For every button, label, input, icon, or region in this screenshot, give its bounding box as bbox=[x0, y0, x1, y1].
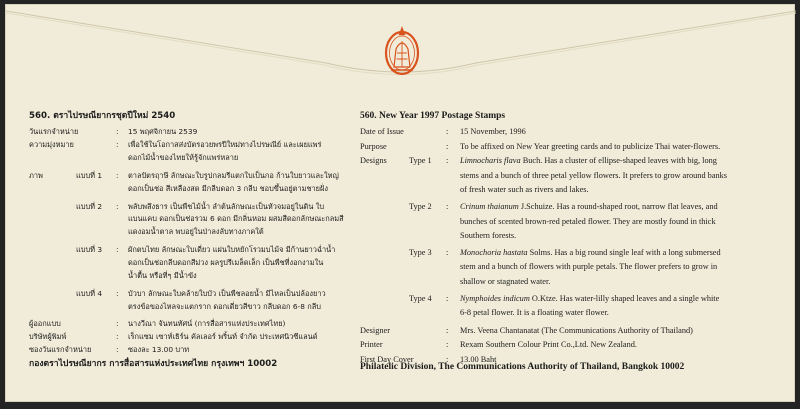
eng-row-value: Nymphoides indicum O.Ktze. Has water-lilly shaped leaves and a single white bbox=[460, 293, 720, 303]
eng-design-type: Type 1 bbox=[409, 156, 432, 166]
thai-separator: : bbox=[116, 344, 119, 354]
eng-row-value: Monochoria hastata Solms. Has a big round single leaf with a long submersed bbox=[460, 247, 721, 257]
thai-row-value: เร็กแซม เซาท์เธิร์น คัลเลอร์ พริ้นท์ จำกัด ประเทศนิวซีแลนด์ bbox=[128, 331, 318, 341]
eng-row-value: 15 November, 1996 bbox=[460, 127, 526, 136]
thai-design-type: แบบที่ 2 bbox=[76, 201, 103, 211]
thai-row-value: ดอกเป็นช่อกลีบดอกสีม่วง ผลรูปรีเมล็ดเล็ก เป็นพืชที่งอกงามใน bbox=[128, 258, 324, 268]
eng-separator: : bbox=[446, 340, 449, 350]
thai-row-value: ดอกไม้น้ำของไทยให้รู้จักแพร่หลาย bbox=[128, 152, 239, 162]
thai-row-value: แดงอมน้ำตาล พบอยู่ในป่าลงลับทางภาคใต้ bbox=[128, 227, 264, 237]
eng-row-value: Rexam Southern Colour Print Co.,Ltd. New Zealand. bbox=[460, 340, 637, 350]
thai-row-value: พลับพลึงธาร เป็นพืชไม้น้ำ ลำต้นลักษณะเป็นหัวจมอยู่ในดิน ใบ bbox=[128, 201, 325, 211]
thai-separator: : bbox=[116, 139, 119, 149]
eng-row-value: Crinum thaianum J.Schuize. Has a round-shaped root, narrow flat leaves, and bbox=[460, 202, 718, 211]
species-name: Monochoria hastata bbox=[460, 247, 528, 257]
eng-design-type: Type 2 bbox=[409, 202, 432, 211]
eng-row-value: stem and a bunch of flowers with purple petals. The flower prefers to grow in bbox=[460, 262, 718, 272]
thai-design-type: แบบที่ 4 bbox=[76, 288, 103, 298]
thai-design-type: แบบที่ 1 bbox=[76, 170, 103, 180]
thai-row-label: ความมุ่งหมาย bbox=[29, 139, 74, 149]
thai-row-value: ตรงข้อของไหลจะแตกราก ดอกเดี่ยวสีขาว กลีบดอก 6-8 กลีบ bbox=[128, 301, 321, 311]
eng-row-value: To be affixed on New Year greeting cards and to publicize Thai water-flowers. bbox=[460, 141, 721, 151]
thai-row-value: ตาลปัตรฤาษี ลักษณะใบรูปกลมรีแตกใบเป็นกอ ก้านใบยาวและใหญ่ bbox=[128, 170, 339, 180]
thai-row-value: ผักตบไทย ลักษณะใบเดี่ยว แผ่นใบหยักโรวมบไม้จ มีก้านยาวฉ่ำน้ำ bbox=[128, 245, 336, 255]
eng-separator: : bbox=[446, 202, 449, 211]
thai-separator: : bbox=[116, 245, 119, 255]
eng-row-label: Date of Issue bbox=[360, 127, 404, 136]
thai-row-label: บริษัทผู้พิมพ์ bbox=[29, 331, 67, 341]
eng-footer: Philatelic Division, The Communications Authority of Thailand, Bangkok 10002 bbox=[360, 362, 685, 372]
species-name: Nymphoides indicum bbox=[460, 293, 530, 303]
thai-crown-seal-icon bbox=[379, 23, 425, 79]
eng-row-label: Designer bbox=[360, 325, 390, 335]
thai-separator: : bbox=[116, 331, 119, 341]
eng-row-value: Limnocharis flava Buch. Has a cluster of ellipse-shaped leaves with big, long bbox=[460, 156, 717, 166]
eng-row-value: stems and a bunch of three petal yellow flowers. It prefers to grow around banks bbox=[460, 170, 728, 180]
thai-row-value: แบนแคบ ดอกเป็นช่อรวม 6 ดอก มีกลิ่นหอม ผสมสีดอกลักษณะกลมสี bbox=[128, 214, 344, 224]
eng-row-value: Southern forests. bbox=[460, 231, 517, 241]
thai-separator: : bbox=[116, 201, 119, 211]
thai-row-value: ดอกเป็นช่อ สีเหลืองสด มีกลีบดอก 3 กลีบ ชอบขึ้นอยู่ตามชายฝั่ง bbox=[128, 183, 328, 193]
thai-row-value: บัวบา ลักษณะใบคล้ายใบบัว เป็นพืชลอยน้ำ มีไหลเป็นปล้องยาว bbox=[128, 288, 326, 298]
thai-row-value: เพื่อใช้ในโอกาสส่งบัตรอวยพรปีใหม่ทางไปรษณีย์ และเผยแพร่ bbox=[128, 139, 322, 149]
thai-row-label: ซองวันแรกจำหน่าย bbox=[29, 344, 92, 354]
thai-separator: : bbox=[116, 127, 119, 136]
eng-row-label: Designs bbox=[360, 156, 387, 166]
eng-separator: : bbox=[446, 355, 449, 364]
eng-row-value: Mrs. Veena Chantanatat (The Communications Authority of Thailand) bbox=[460, 325, 693, 335]
eng-row-value: bunches of scented brown-red petaled flower. They are mostly found in thick bbox=[460, 216, 716, 226]
eng-row-label: First Day Cover bbox=[360, 355, 414, 364]
eng-separator: : bbox=[446, 127, 449, 136]
eng-separator: : bbox=[446, 293, 449, 303]
thai-row-value: น้ำตื้น หรือที่ๆ มีน้ำขัง bbox=[128, 271, 197, 280]
thai-separator: : bbox=[116, 288, 119, 298]
eng-separator: : bbox=[446, 141, 449, 151]
eng-row-label: Purpose bbox=[360, 141, 387, 151]
eng-design-type: Type 4 bbox=[409, 293, 432, 303]
eng-row-label: Printer bbox=[360, 340, 383, 350]
thai-footer: กองตราไปรษณียากร การสื่อสารแห่งประเทศไทย กรุงเทพฯ 10002 bbox=[29, 359, 278, 369]
thai-separator: : bbox=[116, 318, 119, 328]
eng-row-value: of fresh water such as rivers and lakes. bbox=[460, 185, 589, 195]
eng-separator: : bbox=[446, 156, 449, 166]
thai-design-type: แบบที่ 3 bbox=[76, 245, 103, 255]
eng-row-value: shallow or stagnated water. bbox=[460, 277, 551, 286]
eng-separator: : bbox=[446, 247, 449, 257]
thai-row-label: วันแรกจำหน่าย bbox=[29, 127, 79, 136]
envelope-back bbox=[5, 4, 795, 402]
thai-row-label: ภาพ bbox=[29, 170, 43, 180]
species-name: Limnocharis flava bbox=[460, 156, 521, 166]
eng-row-value: 13.00 Baht bbox=[460, 355, 497, 364]
thai-row-value: ซองละ 13.00 บาท bbox=[128, 344, 190, 354]
eng-title: 560. New Year 1997 Postage Stamps bbox=[360, 111, 506, 121]
thai-row-label: ผู้ออกแบบ bbox=[29, 318, 61, 328]
thai-row-value: 15 พฤศจิกายน 2539 bbox=[128, 127, 198, 136]
species-name: Crinum thaianum bbox=[460, 202, 519, 211]
eng-separator: : bbox=[446, 325, 449, 335]
thai-row-value: นางวีณา จันทนทัศน์ (การสื่อสารแห่งประเทศไทย) bbox=[128, 318, 286, 328]
thai-title: 560. ตราไปรษณียากรชุดปีใหม่ 2540 bbox=[29, 111, 176, 121]
eng-row-value: 6-8 petal flower. It is a floating water flower. bbox=[460, 308, 609, 318]
eng-design-type: Type 3 bbox=[409, 247, 432, 257]
thai-separator: : bbox=[116, 170, 119, 180]
